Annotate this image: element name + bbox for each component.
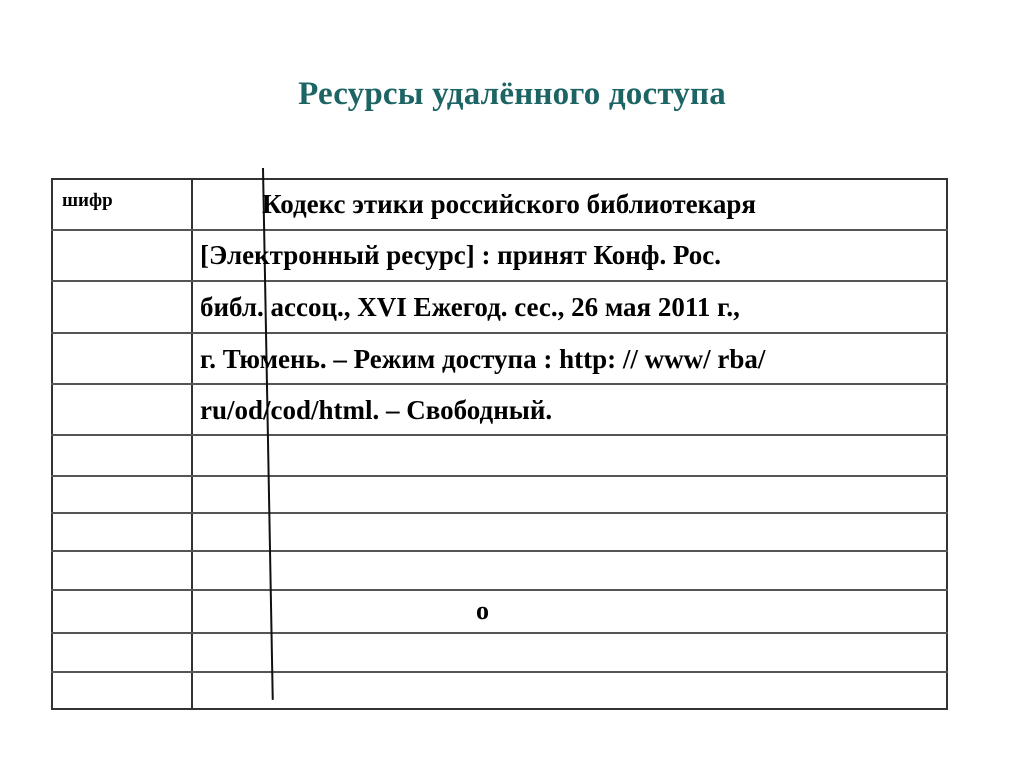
row-divider (51, 332, 948, 334)
row-divider (51, 671, 948, 673)
card-line-title: Кодекс этики российского библиотекаря (262, 189, 756, 219)
row-divider (51, 280, 948, 282)
slide-title: Ресурсы удалённого доступа (298, 76, 726, 112)
cipher-label: шифр (62, 190, 113, 211)
row-divider (51, 632, 948, 634)
card-line: г. Тюмень. – Режим доступа : http: // www/ rba/ (200, 344, 766, 374)
card-line: библ. ассоц., XVI Ежегод. сес., 26 мая 2011 г., (200, 292, 740, 322)
row-divider (51, 229, 948, 231)
table-border-bottom (51, 708, 948, 710)
row-divider (51, 550, 948, 552)
table-border-left (51, 178, 53, 710)
row-divider (51, 383, 948, 385)
row-divider (51, 512, 948, 514)
column-divider (191, 178, 193, 710)
card-hole-mark: o (476, 596, 489, 625)
card-line: ru/od/cod/html. – Свободный. (200, 395, 553, 425)
row-divider (51, 434, 948, 436)
row-divider (51, 475, 948, 477)
row-divider (51, 589, 948, 591)
card-line: [Электронный ресурс] : принят Конф. Рос. (200, 240, 722, 270)
table-border-top (51, 178, 948, 180)
table-border-right (946, 178, 948, 710)
